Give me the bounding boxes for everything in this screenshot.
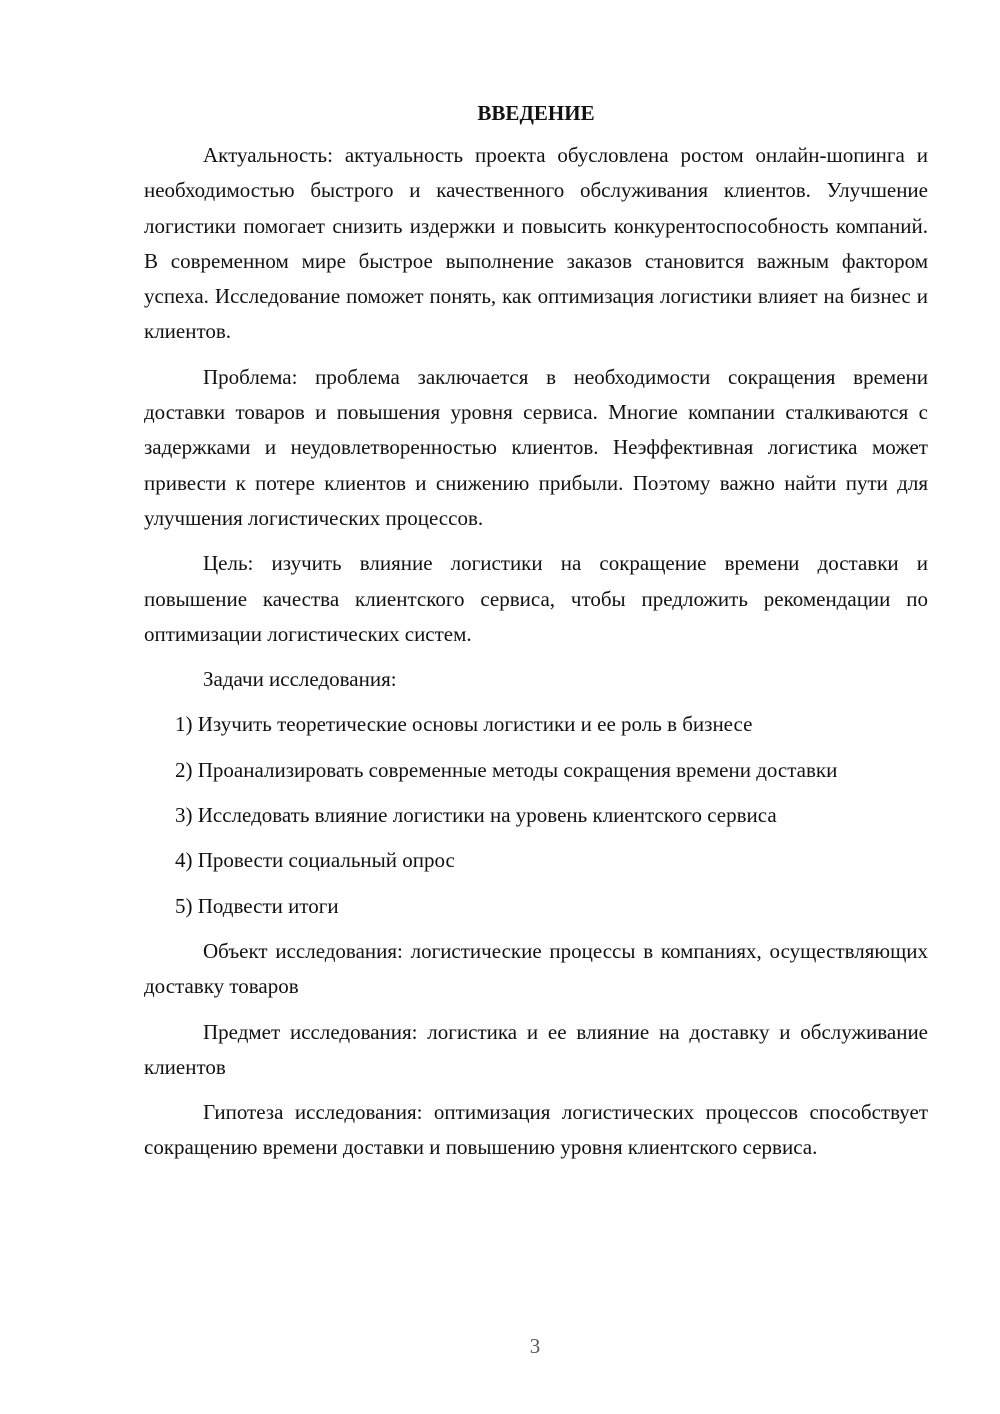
task-item-4: 4) Провести социальный опрос [175, 848, 455, 873]
page-number: 3 [529, 1334, 541, 1358]
paragraph-object: Объект исследования: логистические процессы в компаниях, осуществляющих доставку товаров [144, 938, 928, 999]
section-title: ВВЕДЕНИЕ [477, 101, 595, 125]
task-item-5: 5) Подвести итоги [175, 893, 339, 918]
paragraph-hypothesis: Гипотеза исследования: оптимизация логистических процессов способствует сокращению времени доставки и повышению уровня клиентского сервиса. [144, 1100, 928, 1160]
paragraph-relevance: Актуальность: актуальность проекта обусловлена ростом онлайн-шопинга и необходимостью быстрого и качественного обслуживания клиентов. Улучшение логистики помогает снизить издержки и повысить конкурентоспособность компаний. В современном мире быстрое выполнение заказов становится важным фактором успеха. Исследование поможет понять, как оптимизация логистики влияет на бизнес и клиентов. [144, 143, 928, 344]
task-item-3: 3) Исследовать влияние логистики на уровень клиентского сервиса [175, 803, 777, 828]
tasks-heading: Задачи исследования: [203, 667, 397, 692]
paragraph-goal: Цель: изучить влияние логистики на сокращение времени доставки и повышение качества клиентского сервиса, чтобы предложить рекомендации по оптимизации логистических систем. [144, 551, 928, 646]
document-page [144, 96, 928, 1166]
task-item-1: 1) Изучить теоретические основы логистики и ее роль в бизнесе [175, 712, 753, 737]
task-item-2: 2) Проанализировать современные методы сокращения времени доставки [175, 757, 838, 782]
paragraph-problem: Проблема: проблема заключается в необходимости сокращения времени доставки товаров и повышения уровня сервиса. Многие компании сталкиваются с задержками и неудовлетворенностью клиентов. Неэффективная логистика может привести к потере клиентов и снижению прибыли. Поэтому важно найти пути для улучшения логистических процессов. [144, 364, 928, 530]
paragraph-subject: Предмет исследования: логистика и ее влияние на доставку и обслуживание клиентов [144, 1019, 928, 1079]
